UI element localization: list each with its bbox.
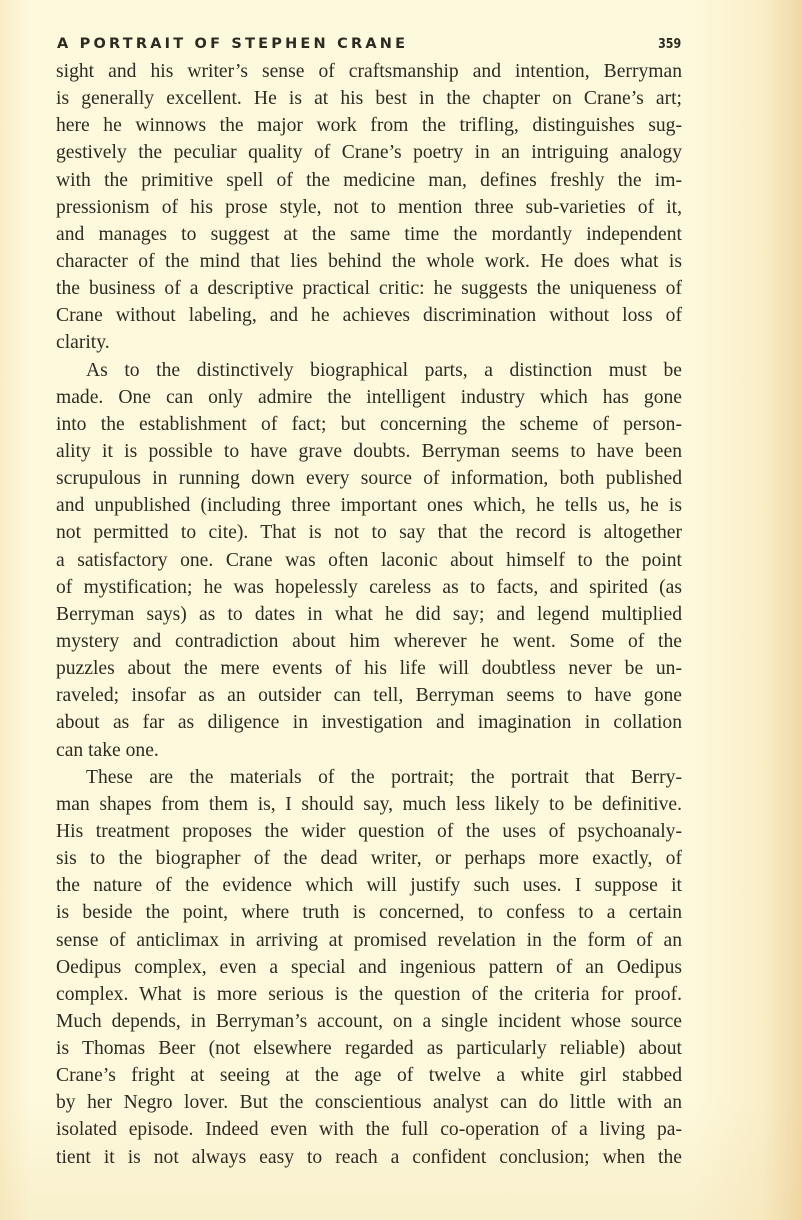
text-line: about as far as diligence in investigation and imagination in collation	[56, 712, 682, 734]
text-line: tient it is not always easy to reach a confident conclusion; when the	[56, 1146, 682, 1168]
text-line: the nature of the evidence which will justify such uses. I suppose it	[56, 875, 682, 897]
text-line: These are the materials of the portrait; the portrait that Berry-	[86, 766, 682, 788]
text-line: Berryman says) as to dates in what he did say; and legend multiplied	[56, 603, 682, 625]
text-line: sight and his writer’s sense of craftsmanship and intention, Berryman	[56, 61, 682, 82]
text-line: of mystification; he was hopelessly careless as to facts, and spirited (as	[56, 576, 682, 598]
page-number: 359	[657, 37, 681, 52]
text-line: character of the mind that lies behind the whole work. He does what is	[56, 250, 682, 272]
text-line: Oedipus complex, even a special and ingenious pattern of an Oedipus	[56, 956, 682, 978]
text-line: made. One can only admire the intelligent industry which has gone	[56, 386, 682, 408]
text-line: by her Negro lover. But the conscientious analyst can do little with an	[56, 1092, 682, 1114]
text-line: sis to the biographer of the dead writer, or perhaps more exactly, of	[56, 848, 682, 870]
text-line: Crane’s fright at seeing at the age of twelve a white girl stabbed	[56, 1065, 682, 1087]
paragraph-2	[56, 357, 682, 764]
paragraph-3	[56, 764, 682, 1171]
text-line: here he winnows the major work from the trifling, distinguishes sug-	[56, 115, 682, 137]
text-line: the business of a descriptive practical critic: he suggests the uniqueness of	[56, 278, 682, 300]
paragraph-1	[56, 58, 682, 357]
text-line: and unpublished (including three important ones which, he tells us, he is	[56, 495, 682, 517]
text-line: As to the distinctively biographical parts, a distinction must be	[86, 359, 682, 381]
running-head-title: A PORTRAIT OF STEPHEN CRANE	[57, 36, 409, 52]
text-line: sense of anticlimax in arriving at promised revelation in the form of an	[56, 929, 682, 951]
text-line: with the primitive spell of the medicine man, defines freshly the im-	[56, 169, 682, 191]
text-line: pressionism of his prose style, not to mention three sub-varieties of it,	[56, 196, 682, 218]
text-line: scrupulous in running down every source of information, both published	[56, 468, 682, 490]
text-line: and manages to suggest at the same time the mordantly independent	[56, 223, 682, 245]
text-line: is beside the point, where truth is concerned, to confess to a certain	[56, 902, 682, 924]
text-line: a satisfactory one. Crane was often laconic about himself to the point	[56, 549, 682, 571]
text-line: ality it is possible to have grave doubts. Berryman seems to have been	[56, 440, 682, 462]
text-line: complex. What is more serious is the question of the criteria for proof.	[56, 983, 682, 1005]
text-line: isolated episode. Indeed even with the full co-operation of a living pa-	[56, 1119, 682, 1141]
text-line: man shapes from them is, I should say, much less likely to be definitive.	[56, 793, 682, 815]
text-line: is generally excellent. He is at his best in the chapter on Crane’s art;	[56, 88, 682, 110]
text-line: can take one.	[56, 739, 159, 761]
text-line: Much depends, in Berryman’s account, on a single incident whose source	[56, 1010, 682, 1032]
text-line: His treatment proposes the wider question of the uses of psychoanaly-	[56, 820, 682, 842]
text-line: into the establishment of fact; but concerning the scheme of person-	[56, 413, 682, 435]
text-line: gestively the peculiar quality of Crane’s poetry in an intriguing analogy	[56, 142, 682, 164]
text-line: puzzles about the mere events of his life will doubtless never be un-	[56, 658, 682, 680]
body-text	[56, 58, 682, 1171]
text-line: is Thomas Beer (not elsewhere regarded as particularly reliable) about	[56, 1038, 682, 1060]
text-line: raveled; insofar as an outsider can tell, Berryman seems to have gone	[56, 685, 682, 707]
text-line: mystery and contradiction about him wherever he went. Some of the	[56, 630, 682, 652]
text-line: not permitted to cite). That is not to say that the record is altogether	[56, 522, 682, 544]
text-line: clarity.	[56, 332, 110, 354]
running-head	[57, 36, 681, 58]
text-line: Crane without labeling, and he achieves discrimination without loss of	[56, 305, 682, 327]
